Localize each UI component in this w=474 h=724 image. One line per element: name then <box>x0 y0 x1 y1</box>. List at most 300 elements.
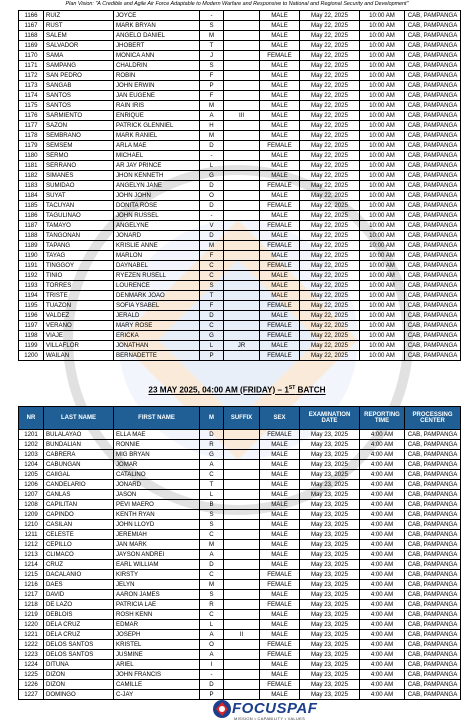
table-cell: FEMALE <box>260 650 300 660</box>
table-cell: MALE <box>260 530 300 540</box>
table-cell: CAB, PAMPANGA <box>405 670 461 680</box>
table-cell: 1204 <box>19 460 44 470</box>
table-cell <box>224 490 260 500</box>
table-cell: May 22, 2025 <box>300 241 360 251</box>
table-cell: O <box>200 640 224 650</box>
table-cell: May 22, 2025 <box>300 121 360 131</box>
table-cell: May 23, 2025 <box>300 440 360 450</box>
table-cell: MALE <box>260 500 300 510</box>
table-cell: 1168 <box>19 31 44 41</box>
table-cell <box>224 41 260 51</box>
column-header: REPORTING TIME <box>360 407 405 430</box>
table-cell: DELOS SANTOS <box>44 640 114 650</box>
table-cell: 1223 <box>19 650 44 660</box>
table-cell: CAB, PAMPANGA <box>405 31 461 41</box>
table-cell: J <box>200 51 224 61</box>
table-cell <box>224 540 260 550</box>
table-cell: May 22, 2025 <box>300 271 360 281</box>
table-cell <box>224 610 260 620</box>
table-row <box>19 51 461 61</box>
table-cell: 4:00 AM <box>360 590 405 600</box>
table-row <box>19 261 461 271</box>
table-cell: VERANO <box>44 321 114 331</box>
table-cell: 10:00 AM <box>360 271 405 281</box>
table-cell: 4:00 AM <box>360 470 405 480</box>
table-cell: May 23, 2025 <box>300 430 360 440</box>
table-cell: 10:00 AM <box>360 81 405 91</box>
table-cell: PATRICIA LAE <box>114 600 200 610</box>
table-cell: CAB, PAMPANGA <box>405 231 461 241</box>
focuspaf-emblem-icon <box>212 699 232 719</box>
table-cell: JONARD <box>114 231 200 241</box>
table-cell: FEMALE <box>260 321 300 331</box>
table-cell: May 23, 2025 <box>300 610 360 620</box>
table-cell: DACALANIO <box>44 570 114 580</box>
table-cell: 1171 <box>19 61 44 71</box>
table-cell: MALE <box>260 121 300 131</box>
table-row <box>19 191 461 201</box>
table-cell <box>224 81 260 91</box>
table-cell: 10:00 AM <box>360 11 405 21</box>
table-cell: May 22, 2025 <box>300 171 360 181</box>
table-cell: CAB, PAMPANGA <box>405 321 461 331</box>
table-cell: 1198 <box>19 331 44 341</box>
table-cell: CAB, PAMPANGA <box>405 171 461 181</box>
table-cell: 4:00 AM <box>360 680 405 690</box>
table-cell <box>224 21 260 31</box>
table-row <box>19 580 461 590</box>
table-cell: May 22, 2025 <box>300 201 360 211</box>
table-cell: 10:00 AM <box>360 111 405 121</box>
table-cell: ROSH KENN <box>114 610 200 620</box>
table-cell: JOHN JOHN <box>114 191 200 201</box>
table-row <box>19 540 461 550</box>
table-cell: FEMALE <box>260 580 300 590</box>
table-cell: 4:00 AM <box>360 550 405 560</box>
table-cell <box>224 460 260 470</box>
table-cell: S <box>200 590 224 600</box>
table-row <box>19 610 461 620</box>
table-cell <box>224 600 260 610</box>
table-cell: 10:00 AM <box>360 301 405 311</box>
table-cell: MALE <box>260 101 300 111</box>
table-cell: 1213 <box>19 550 44 560</box>
table-cell: CAB, PAMPANGA <box>405 291 461 301</box>
table-cell: MALE <box>260 520 300 530</box>
table-cell: AARON JAMES <box>114 590 200 600</box>
table-cell: 1169 <box>19 41 44 51</box>
table-cell: 10:00 AM <box>360 261 405 271</box>
table-cell: BULALAYAO <box>44 430 114 440</box>
table-cell: 4:00 AM <box>360 560 405 570</box>
table-cell: CANDELARIO <box>44 480 114 490</box>
table-cell: May 23, 2025 <box>300 550 360 560</box>
table-cell: A <box>200 460 224 470</box>
table-cell <box>224 101 260 111</box>
table-cell: 10:00 AM <box>360 211 405 221</box>
table-cell <box>224 161 260 171</box>
column-header: M <box>200 407 224 430</box>
table-cell <box>224 670 260 680</box>
table-cell <box>224 271 260 281</box>
table-cell: 1203 <box>19 450 44 460</box>
table-cell: 4:00 AM <box>360 670 405 680</box>
table-cell <box>224 281 260 291</box>
table-cell: 4:00 AM <box>360 640 405 650</box>
table-cell <box>224 221 260 231</box>
table-cell: 4:00 AM <box>360 610 405 620</box>
table-cell: 10:00 AM <box>360 101 405 111</box>
table-cell: MALE <box>260 490 300 500</box>
table-cell: SALEM <box>44 31 114 41</box>
table-cell <box>224 580 260 590</box>
table-row <box>19 630 461 640</box>
table-cell: DELA CRUZ <box>44 620 114 630</box>
logo-tagline: MISSION • CAPABILITY • VALUES <box>234 716 306 721</box>
table-cell: TAPANG <box>44 241 114 251</box>
table-cell: 4:00 AM <box>360 580 405 590</box>
table-cell: TAGULINAO <box>44 211 114 221</box>
table-row <box>19 500 461 510</box>
table-cell: C <box>200 570 224 580</box>
table-cell: 1220 <box>19 620 44 630</box>
table-cell: KENTH RYAN <box>114 510 200 520</box>
table-cell: CAB, PAMPANGA <box>405 520 461 530</box>
table-cell: JR <box>224 341 260 351</box>
table-cell: CABUNGAN <box>44 460 114 470</box>
table-cell: MALE <box>260 251 300 261</box>
table-cell: CAB, PAMPANGA <box>405 131 461 141</box>
table-cell: 1226 <box>19 680 44 690</box>
table-cell: 1219 <box>19 610 44 620</box>
table-cell: CAB, PAMPANGA <box>405 191 461 201</box>
table-cell: 1188 <box>19 231 44 241</box>
table-cell: May 22, 2025 <box>300 181 360 191</box>
table-cell: L <box>200 620 224 630</box>
table-cell: 1192 <box>19 271 44 281</box>
table-cell: JOHN ERWIN <box>114 81 200 91</box>
table-cell: MALE <box>260 211 300 221</box>
table-cell: CAB, PAMPANGA <box>405 460 461 470</box>
table-cell: 1211 <box>19 530 44 540</box>
table-cell: MARLON <box>114 251 200 261</box>
table-cell: SAMPANG <box>44 61 114 71</box>
table-row <box>19 161 461 171</box>
table-cell: MALE <box>260 311 300 321</box>
table-cell: 1195 <box>19 301 44 311</box>
table-cell: 1222 <box>19 640 44 650</box>
table-cell: May 22, 2025 <box>300 341 360 351</box>
table-cell: 1186 <box>19 211 44 221</box>
focuspaf-logo <box>212 698 358 722</box>
table-cell: ERICKA <box>114 331 200 341</box>
table-cell: CLIMACO <box>44 550 114 560</box>
table-cell: D <box>200 201 224 211</box>
table-cell: 4:00 AM <box>360 480 405 490</box>
table-cell: MALE <box>260 91 300 101</box>
table-row <box>19 490 461 500</box>
table-cell: FEMALE <box>260 570 300 580</box>
table-cell: C-JAY <box>114 690 200 700</box>
table-cell: MIG BRYAN <box>114 450 200 460</box>
table-cell: 1215 <box>19 570 44 580</box>
table-cell <box>224 510 260 520</box>
table-cell: May 22, 2025 <box>300 161 360 171</box>
table-cell: 1181 <box>19 161 44 171</box>
table-row <box>19 550 461 560</box>
table-cell: CAB, PAMPANGA <box>405 151 461 161</box>
table-cell: 1194 <box>19 291 44 301</box>
table-cell: May 23, 2025 <box>300 680 360 690</box>
table-cell: 1199 <box>19 341 44 351</box>
table-cell: CAB, PAMPANGA <box>405 440 461 450</box>
table-cell: DELOS SANTOS <box>44 650 114 660</box>
table-cell: L <box>200 490 224 500</box>
table-cell: P <box>200 690 224 700</box>
table-cell: May 23, 2025 <box>300 520 360 530</box>
table-cell: CAB, PAMPANGA <box>405 11 461 21</box>
table-cell <box>224 241 260 251</box>
table-cell: 4:00 AM <box>360 650 405 660</box>
table-cell: M <box>200 540 224 550</box>
table-cell: 10:00 AM <box>360 231 405 241</box>
table-cell <box>224 301 260 311</box>
table-cell: PEVI MAERO <box>114 500 200 510</box>
table-cell: A <box>200 550 224 560</box>
table-cell: DONITA ROSE <box>114 201 200 211</box>
table-cell: MALE <box>260 630 300 640</box>
table-cell: May 22, 2025 <box>300 261 360 271</box>
table-cell: CAB, PAMPANGA <box>405 341 461 351</box>
table-cell: TACUYAN <box>44 201 114 211</box>
table-row <box>19 201 461 211</box>
table-cell: CAB, PAMPANGA <box>405 640 461 650</box>
table-cell <box>224 91 260 101</box>
table-row <box>19 321 461 331</box>
table-cell: 4:00 AM <box>360 530 405 540</box>
table-cell: RUST <box>44 21 114 31</box>
table-row <box>19 430 461 440</box>
table-cell: ANGELYNE <box>114 221 200 231</box>
table-cell: FEMALE <box>260 600 300 610</box>
table-cell: 1185 <box>19 201 44 211</box>
table-cell: F <box>200 71 224 81</box>
table-cell: May 22, 2025 <box>300 31 360 41</box>
table-cell: MALE <box>260 291 300 301</box>
table-cell: SOFIA YSABEL <box>114 301 200 311</box>
column-header: EXAMINATION DATE <box>300 407 360 430</box>
table-row <box>19 91 461 101</box>
table-cell: MALE <box>260 151 300 161</box>
table-cell: CAB, PAMPANGA <box>405 450 461 460</box>
table-cell: CAIIGAL <box>44 470 114 480</box>
table-cell: I <box>200 660 224 670</box>
table-row <box>19 450 461 460</box>
table-cell: 10:00 AM <box>360 311 405 321</box>
table-row <box>19 301 461 311</box>
table-cell: CAB, PAMPANGA <box>405 261 461 271</box>
table-cell: May 22, 2025 <box>300 51 360 61</box>
table-cell: BUNDALIAN <box>44 440 114 450</box>
table-cell: 10:00 AM <box>360 31 405 41</box>
table-row <box>19 650 461 660</box>
table-header-row <box>19 407 461 430</box>
table-cell: CAB, PAMPANGA <box>405 660 461 670</box>
table-cell: 4:00 AM <box>360 510 405 520</box>
table-cell: A <box>200 111 224 121</box>
table-cell: CAB, PAMPANGA <box>405 650 461 660</box>
table-cell <box>224 51 260 61</box>
schedule-table-body <box>19 430 461 700</box>
table-cell: RONNIE <box>114 440 200 450</box>
table-cell: DENMARK JOAO <box>114 291 200 301</box>
table-cell: O <box>200 191 224 201</box>
table-cell: RAIN IRIS <box>114 101 200 111</box>
table-cell: CELESTE <box>44 530 114 540</box>
table-cell: V <box>200 221 224 231</box>
table-cell: CAB, PAMPANGA <box>405 281 461 291</box>
table-cell: May 23, 2025 <box>300 600 360 610</box>
table-cell: JOHN FRANCIS <box>114 670 200 680</box>
table-row <box>19 560 461 570</box>
table-cell: FEMALE <box>260 141 300 151</box>
table-row <box>19 660 461 670</box>
table-cell: SAMA <box>44 51 114 61</box>
table-cell: CAB, PAMPANGA <box>405 81 461 91</box>
table-cell: 1180 <box>19 151 44 161</box>
table-cell: VALDEZ <box>44 311 114 321</box>
table-cell: 10:00 AM <box>360 181 405 191</box>
table-cell: May 23, 2025 <box>300 510 360 520</box>
table-cell: 1175 <box>19 101 44 111</box>
table-cell: CRUZ <box>44 560 114 570</box>
table-cell: D <box>200 181 224 191</box>
table-cell: MALE <box>260 131 300 141</box>
table-cell: H <box>200 121 224 131</box>
table-row <box>19 600 461 610</box>
table-cell: CAPINDO <box>44 510 114 520</box>
table-row <box>19 351 461 361</box>
table-cell: D <box>200 680 224 690</box>
table-cell: CAB, PAMPANGA <box>405 311 461 321</box>
table-cell: FEMALE <box>260 331 300 341</box>
table-cell: May 23, 2025 <box>300 450 360 460</box>
table-cell: 10:00 AM <box>360 201 405 211</box>
table-cell: 1221 <box>19 630 44 640</box>
table-cell: TANGONAN <box>44 231 114 241</box>
table-cell: T <box>200 291 224 301</box>
table-cell: May 23, 2025 <box>300 490 360 500</box>
table-cell: CAB, PAMPANGA <box>405 251 461 261</box>
table-cell: FEMALE <box>260 51 300 61</box>
table-cell: MALE <box>260 341 300 351</box>
table-cell: 1178 <box>19 131 44 141</box>
table-cell: SIMANES <box>44 171 114 181</box>
table-cell <box>224 650 260 660</box>
table-cell: MALE <box>260 21 300 31</box>
table-cell: CAB, PAMPANGA <box>405 141 461 151</box>
table-cell: TUAZON <box>44 301 114 311</box>
table-cell: 1201 <box>19 430 44 440</box>
table-cell <box>224 640 260 650</box>
table-row <box>19 111 461 121</box>
table-row <box>19 41 461 51</box>
table-cell: May 22, 2025 <box>300 311 360 321</box>
table-cell <box>224 61 260 71</box>
table-cell: DIZON <box>44 680 114 690</box>
table-cell: 1217 <box>19 590 44 600</box>
table-cell: 1174 <box>19 91 44 101</box>
table-cell: FEMALE <box>260 241 300 251</box>
table-cell: TAMAYO <box>44 221 114 231</box>
column-header: SEX <box>260 407 300 430</box>
table-cell: CAB, PAMPANGA <box>405 211 461 221</box>
table-cell: 1196 <box>19 311 44 321</box>
table-cell: MALE <box>260 560 300 570</box>
table-cell: 10:00 AM <box>360 241 405 251</box>
table-cell: 10:00 AM <box>360 341 405 351</box>
table-row <box>19 470 461 480</box>
column-header: LAST NAME <box>44 407 114 430</box>
table-cell: - <box>200 211 224 221</box>
table-cell: C <box>200 530 224 540</box>
table-cell: L <box>200 161 224 171</box>
table-cell: CAB, PAMPANGA <box>405 331 461 341</box>
table-row <box>19 131 461 141</box>
table-cell: SERMO <box>44 151 114 161</box>
table-cell: May 23, 2025 <box>300 570 360 580</box>
table-cell: MALE <box>260 510 300 520</box>
table-cell: MALE <box>260 450 300 460</box>
table-cell: D <box>200 430 224 440</box>
table-cell: 1183 <box>19 181 44 191</box>
table-cell: SAZON <box>44 121 114 131</box>
table-cell: 10:00 AM <box>360 41 405 51</box>
table-cell: SAN PEDRO <box>44 71 114 81</box>
table-row <box>19 460 461 470</box>
table-cell: FEMALE <box>260 301 300 311</box>
table-cell: MALE <box>260 11 300 21</box>
table-cell: 10:00 AM <box>360 291 405 301</box>
table-cell: May 22, 2025 <box>300 141 360 151</box>
table-cell: JOSEPH <box>114 630 200 640</box>
table-cell <box>224 440 260 450</box>
table-cell: FEMALE <box>260 640 300 650</box>
table-row <box>19 251 461 261</box>
table-cell: MALE <box>260 231 300 241</box>
table-cell: May 23, 2025 <box>300 560 360 570</box>
table-cell: CAB, PAMPANGA <box>405 550 461 560</box>
table-cell: BERNADETTE <box>114 351 200 361</box>
table-cell: May 23, 2025 <box>300 500 360 510</box>
table-cell: 1173 <box>19 81 44 91</box>
table-row <box>19 670 461 680</box>
table-cell: CAB, PAMPANGA <box>405 181 461 191</box>
table-cell: 4:00 AM <box>360 450 405 460</box>
table-cell: CAB, PAMPANGA <box>405 560 461 570</box>
table-cell: FEMALE <box>260 221 300 231</box>
table-row <box>19 231 461 241</box>
table-row <box>19 221 461 231</box>
table-row <box>19 31 461 41</box>
table-cell: L <box>200 341 224 351</box>
table-cell: TAYAG <box>44 251 114 261</box>
table-row <box>19 341 461 351</box>
table-cell: 4:00 AM <box>360 440 405 450</box>
table-row <box>19 21 461 31</box>
table-cell: FEMALE <box>260 430 300 440</box>
table-cell: 10:00 AM <box>360 131 405 141</box>
